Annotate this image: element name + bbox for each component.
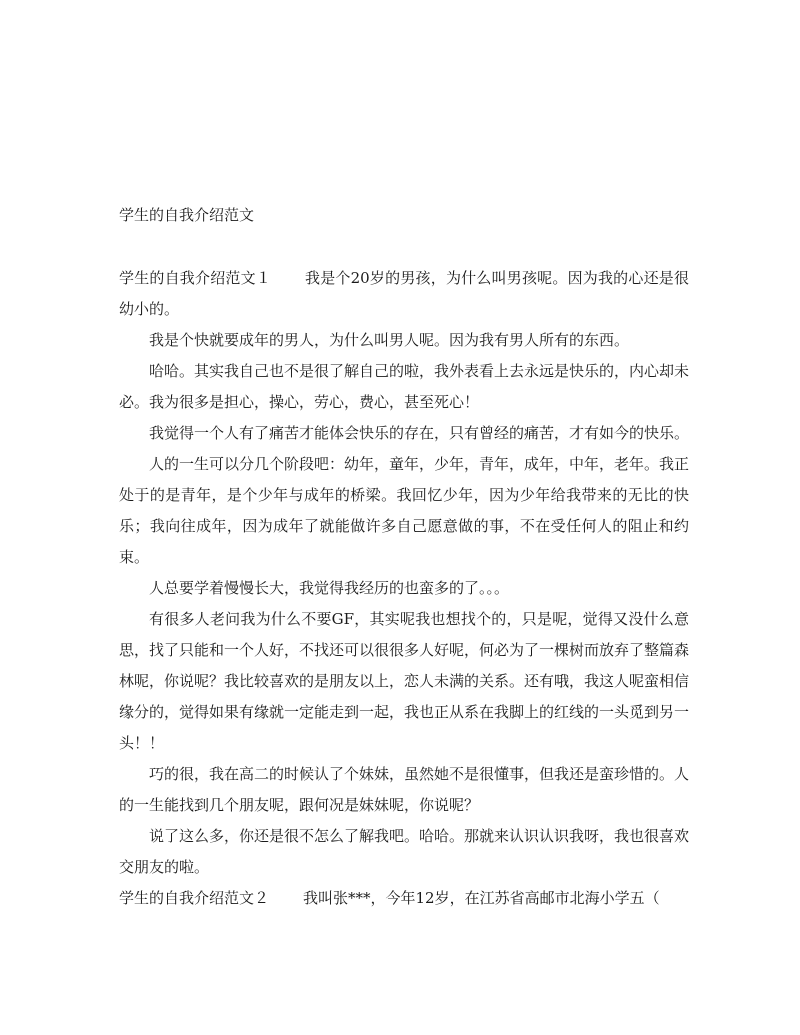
paragraph: 人总要学着慢慢长大，我觉得我经历的也蛮多的了。。。 <box>149 579 510 597</box>
paragraph: 我是个快就要成年的男人，为什么叫男人呢。因为我有男人所有的东西。 <box>149 331 630 349</box>
paragraph: 巧的很，我在高二的时候认了个妹妹，虽然她不是很懂事，但我还是蛮珍惜的。人的一生能找到几个朋友呢，跟何况是妹妹呢，你说呢？ <box>119 765 690 814</box>
paragraph: 哈哈。其实我自己也不是很了解自己的啦，我外表看上去永远是快乐的，内心却未必。我为很多是担心，操心，劳心，费心，甚至死心！ <box>119 362 690 411</box>
document-title: 学生的自我介绍范文 <box>119 206 255 224</box>
document-body <box>119 263 689 914</box>
section-heading: 学生的自我介绍范文１ <box>119 269 272 287</box>
section-lead: 我叫张***，今年12岁，在江苏省高邮市北海小学五（ <box>303 889 660 907</box>
paragraph: 我觉得一个人有了痛苦才能体会快乐的存在，只有曾经的痛苦，才有如今的快乐。 <box>149 424 690 442</box>
paragraph: 人的一生可以分几个阶段吧：幼年，童年，少年，青年，成年，中年，老年。我正处于的是青年，是个少年与成年的桥梁。我回忆少年，因为少年给我带来的无比的快乐；我向往成年，因为成年了就能做许多自己愿意做的事，不在受任何人的阻止和约束。 <box>119 455 690 566</box>
section-1-heading-line <box>119 263 689 325</box>
section-lead: 我是个20岁的男孩，为什么叫男孩呢。因为我的心还是很幼小的。 <box>119 269 689 318</box>
section-heading: 学生的自我介绍范文２ <box>119 889 270 907</box>
section-2-heading-line <box>119 883 689 914</box>
paragraph: 说了这么多，你还是很不怎么了解我吧。哈哈。那就来认识认识我呀，我也很喜欢交朋友的啦。 <box>119 827 690 876</box>
paragraph: 有很多人老问我为什么不要GF，其实呢我也想找个的，只是呢，觉得又没什么意思，找了只能和一个人好，不找还可以很很多人好呢，何必为了一棵树而放弃了整篇森林呢，你说呢？我比较喜欢的是朋友以上，恋人未满的关系。还有哦，我这人呢蛮相信缘分的，觉得如果有缘就一定能走到一起，我也正从系在我脚上的红线的一头觅到另一头！！ <box>119 610 690 752</box>
